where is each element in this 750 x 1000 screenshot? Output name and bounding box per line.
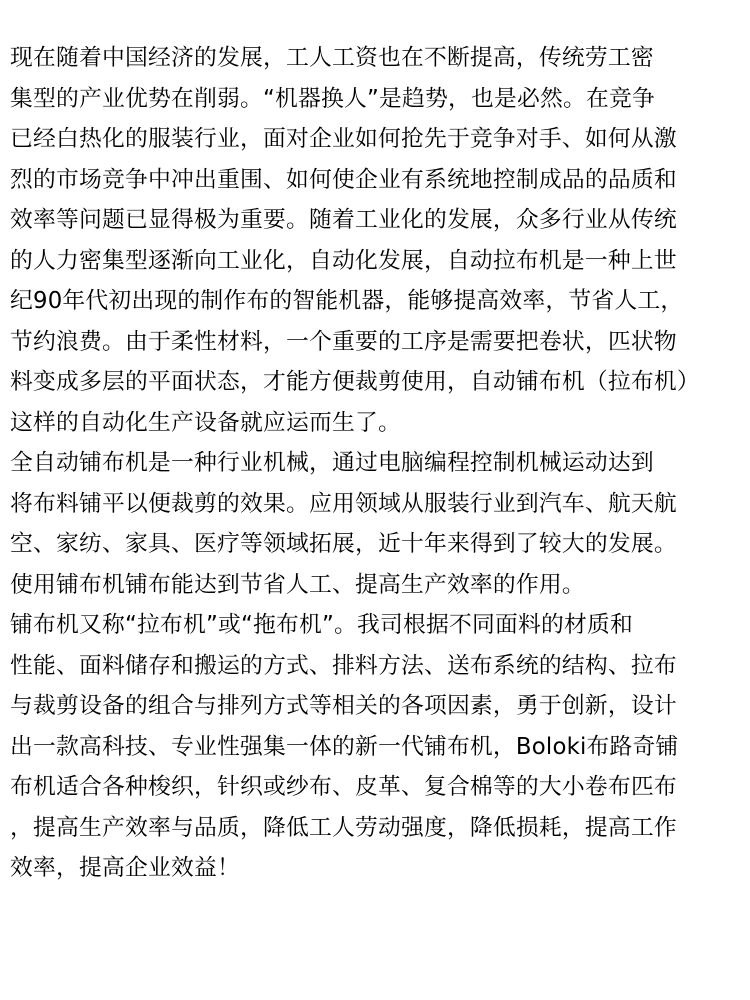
text-line: ，提高生产效率与品质，降低工人劳动强度，降低损耗，提高工作 <box>10 814 677 841</box>
document-body <box>10 38 750 889</box>
text-line: 将布料铺平以便裁剪的效果。应用领域从服装行业到汽车、航天航 <box>10 490 677 517</box>
text-line: 效率等问题已显得极为重要。随着工业化的发展，众多行业从传统 <box>10 207 677 233</box>
text-line: 已经白热化的服装行业，面对企业如何抢先于竞争对手、如何从激 <box>10 126 677 152</box>
text-line: 料变成多层的平面状态，才能方便裁剪使用，自动铺布机（拉布机） <box>10 369 700 395</box>
text-line: 这样的自动化生产设备就应运而生了。 <box>10 409 401 436</box>
text-line: 出一款高科技、专业性强集一体的新一代铺布机，Boloki布路奇铺 <box>10 733 679 760</box>
text-line: 烈的市场竞争中冲出重围、如何使企业有系统地控制成品的品质和 <box>10 166 677 193</box>
text-line: 空、家纺、家具、医疗等领域拓展，近十年来得到了较大的发展。 <box>10 531 677 557</box>
text-line: 纪90年代初出现的制作布的智能机器，能够提高效率，节省人工， <box>10 288 684 314</box>
text-line: 铺布机又称“拉布机”或“拖布机”。我司根据不同面料的材质和 <box>10 612 633 638</box>
text-line: 性能、面料储存和搬运的方式、排料方法、送布系统的结构、拉布 <box>10 652 677 679</box>
text-line: 现在随着中国经济的发展，工人工资也在不断提高，传统劳工密 <box>10 45 654 71</box>
text-line: 使用铺布机铺布能达到节省人工、提高生产效率的作用。 <box>10 571 585 598</box>
text-line: 集型的产业优势在削弱。“机器换人”是趋势，也是必然。在竞争 <box>10 85 655 112</box>
text-line: 与裁剪设备的组合与排列方式等相关的各项因素，勇于创新，设计 <box>10 693 677 719</box>
text-line: 布机适合各种梭织，针织或纱布、皮革、复合棉等的大小卷布匹布 <box>10 774 677 800</box>
text-line: 的人力密集型逐渐向工业化，自动化发展，自动拉布机是一种上世 <box>10 247 677 274</box>
text-line: 节约浪费。由于柔性材料，一个重要的工序是需要把卷状，匹状物 <box>10 328 677 355</box>
text-line: 效率，提高企业效益！ <box>10 855 240 881</box>
text-line: 全自动铺布机是一种行业机械，通过电脑编程控制机械运动达到 <box>10 450 654 476</box>
